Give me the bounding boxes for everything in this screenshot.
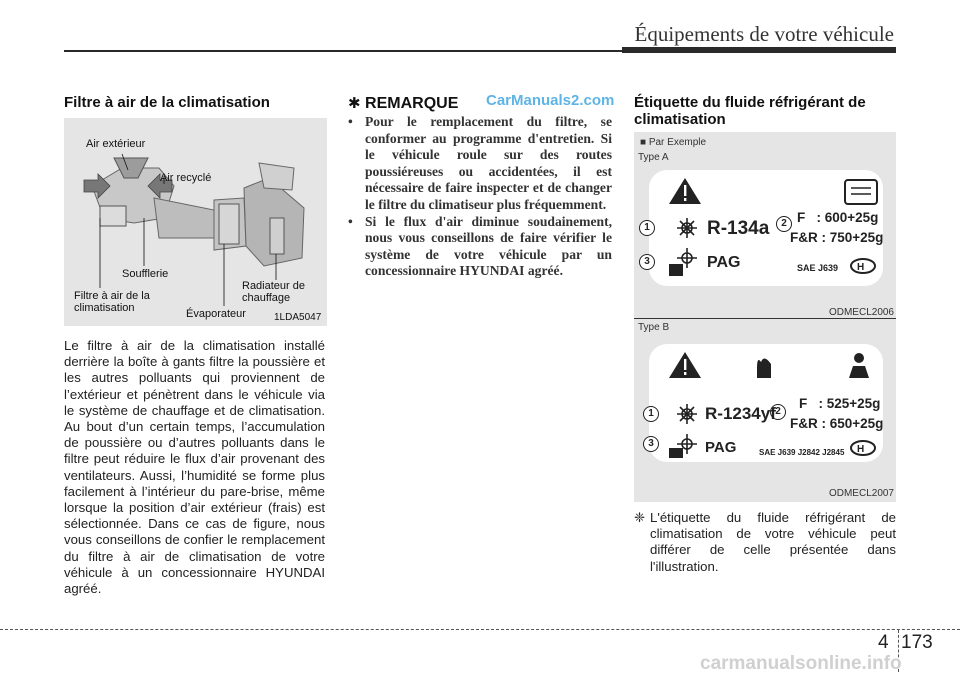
remark-item: • Pour le remplacement du filtre, se conformer au programme d'entretien. Si le véhicule roule sur des routes poussiéreuses ou accidentées, il est nécessaire de faire inspecter et de changer le filtre du climatiseur plus fréquemment. <box>348 114 612 214</box>
sae-type-a: SAE J639 <box>797 263 839 273</box>
remark-list <box>348 114 612 280</box>
callout-number-2: 2 <box>770 404 786 420</box>
example-caption: ■ Par Exemple <box>640 137 707 148</box>
charge-f-type-a: F : 600+25g <box>797 210 879 225</box>
label-recirc-air: Air recyclé <box>160 172 212 184</box>
remark-title <box>348 94 458 113</box>
footer-watermark: carmanualsonline.info <box>700 653 902 674</box>
oil-type-a: PAG <box>707 254 741 271</box>
label-heater-core: Radiateur de chauffage <box>242 280 305 304</box>
sae-type-b: SAE J639 J2842 J2845 <box>759 448 845 457</box>
site-watermark: CarManuals2.com <box>486 92 615 109</box>
figure-code-type-b: ODMECL2007 <box>828 488 894 499</box>
charge-fr-type-a: F&R : 750+25g <box>790 230 884 245</box>
note-mark: ❈ <box>634 510 646 525</box>
chapter-number: 4 <box>878 632 889 653</box>
type-b-caption: Type B <box>638 322 670 333</box>
callout-number-1: 1 <box>643 406 659 422</box>
oil-type-b: PAG <box>705 439 737 456</box>
refrigerant-label-note <box>634 510 896 575</box>
air-filter-description: Le filtre à air de la climatisation installé derrière la boîte à gants filtre la poussière et les autres polluants qui proviennent de l’extérieur et pénètrent dans le véhicule via le système de chauffage et de climatisation. Au bout d’un certain temps, l’accumulation de poussière ou d’autres polluants dans le filtre peut réduire le flux d’air provenant des ventilateurs. Aussi, l’humidité se forme plus facilement à l’intérieur du pare-brise, même lorsque la position d’air extérieur (frais) est sélectionnée. Dans ce cas de figure, nous vous conseillons de confier le remplacement du filtre à air de climatisation de votre véhicule à un concessionnaire HYUNDAI agréé. <box>64 338 325 597</box>
figure-separator <box>634 318 896 319</box>
remark-star-icon: ✱ <box>348 95 361 112</box>
callout-number-2: 2 <box>776 216 792 232</box>
charge-fr-type-b: F&R : 650+25g <box>790 416 884 431</box>
section-title-refrigerant-label: Étiquette du fluide réfrigérant de climatisation <box>634 94 866 128</box>
remark-title-text: REMARQUE <box>365 95 459 112</box>
diagram-code: 1LDA5047 <box>274 312 322 323</box>
callout-number-3: 3 <box>639 254 655 270</box>
refrigerant-type-a: R-134a <box>707 218 770 239</box>
note-text: L'étiquette du fluide réfrigérant de climatisation de votre véhicule peut différer de celle présentée dans l'illustration. <box>650 510 896 574</box>
svg-text:H: H <box>857 262 865 273</box>
section-title-air-filter: Filtre à air de la climatisation <box>64 94 270 111</box>
label-outside-air: Air extérieur <box>86 138 146 150</box>
label-evaporator: Évaporateur <box>186 308 246 320</box>
air-filter-diagram <box>64 118 327 326</box>
callout-number-1: 1 <box>639 220 655 236</box>
header-rule-thick <box>622 47 896 53</box>
sticker-type-b <box>649 344 883 462</box>
sticker-type-a <box>644 170 884 286</box>
svg-text:H: H <box>857 444 865 455</box>
label-filter: Filtre à air de la climatisation <box>74 290 150 314</box>
refrigerant-label-type-a <box>634 132 896 322</box>
refrigerant-label-type-b <box>634 320 896 502</box>
label-blower: Soufflerie <box>122 268 169 280</box>
page-number: 173 <box>901 632 933 653</box>
refrigerant-type-b: R-1234yf <box>705 404 776 423</box>
header-rule <box>64 50 624 52</box>
footer-rule <box>0 629 960 630</box>
charge-f-type-b: F : 525+25g <box>799 396 881 411</box>
callout-number-3: 3 <box>643 436 659 452</box>
remark-item: • Si le flux d'air diminue soudainement, nous vous conseillons de faire vérifier le système de votre véhicule par un concessionnaire HYUNDAI agréé. <box>348 214 612 280</box>
figure-code-type-a: ODMECL2006 <box>828 307 894 318</box>
page-header-title: Équipements de votre véhicule <box>634 22 894 46</box>
type-a-caption: Type A <box>638 152 669 163</box>
